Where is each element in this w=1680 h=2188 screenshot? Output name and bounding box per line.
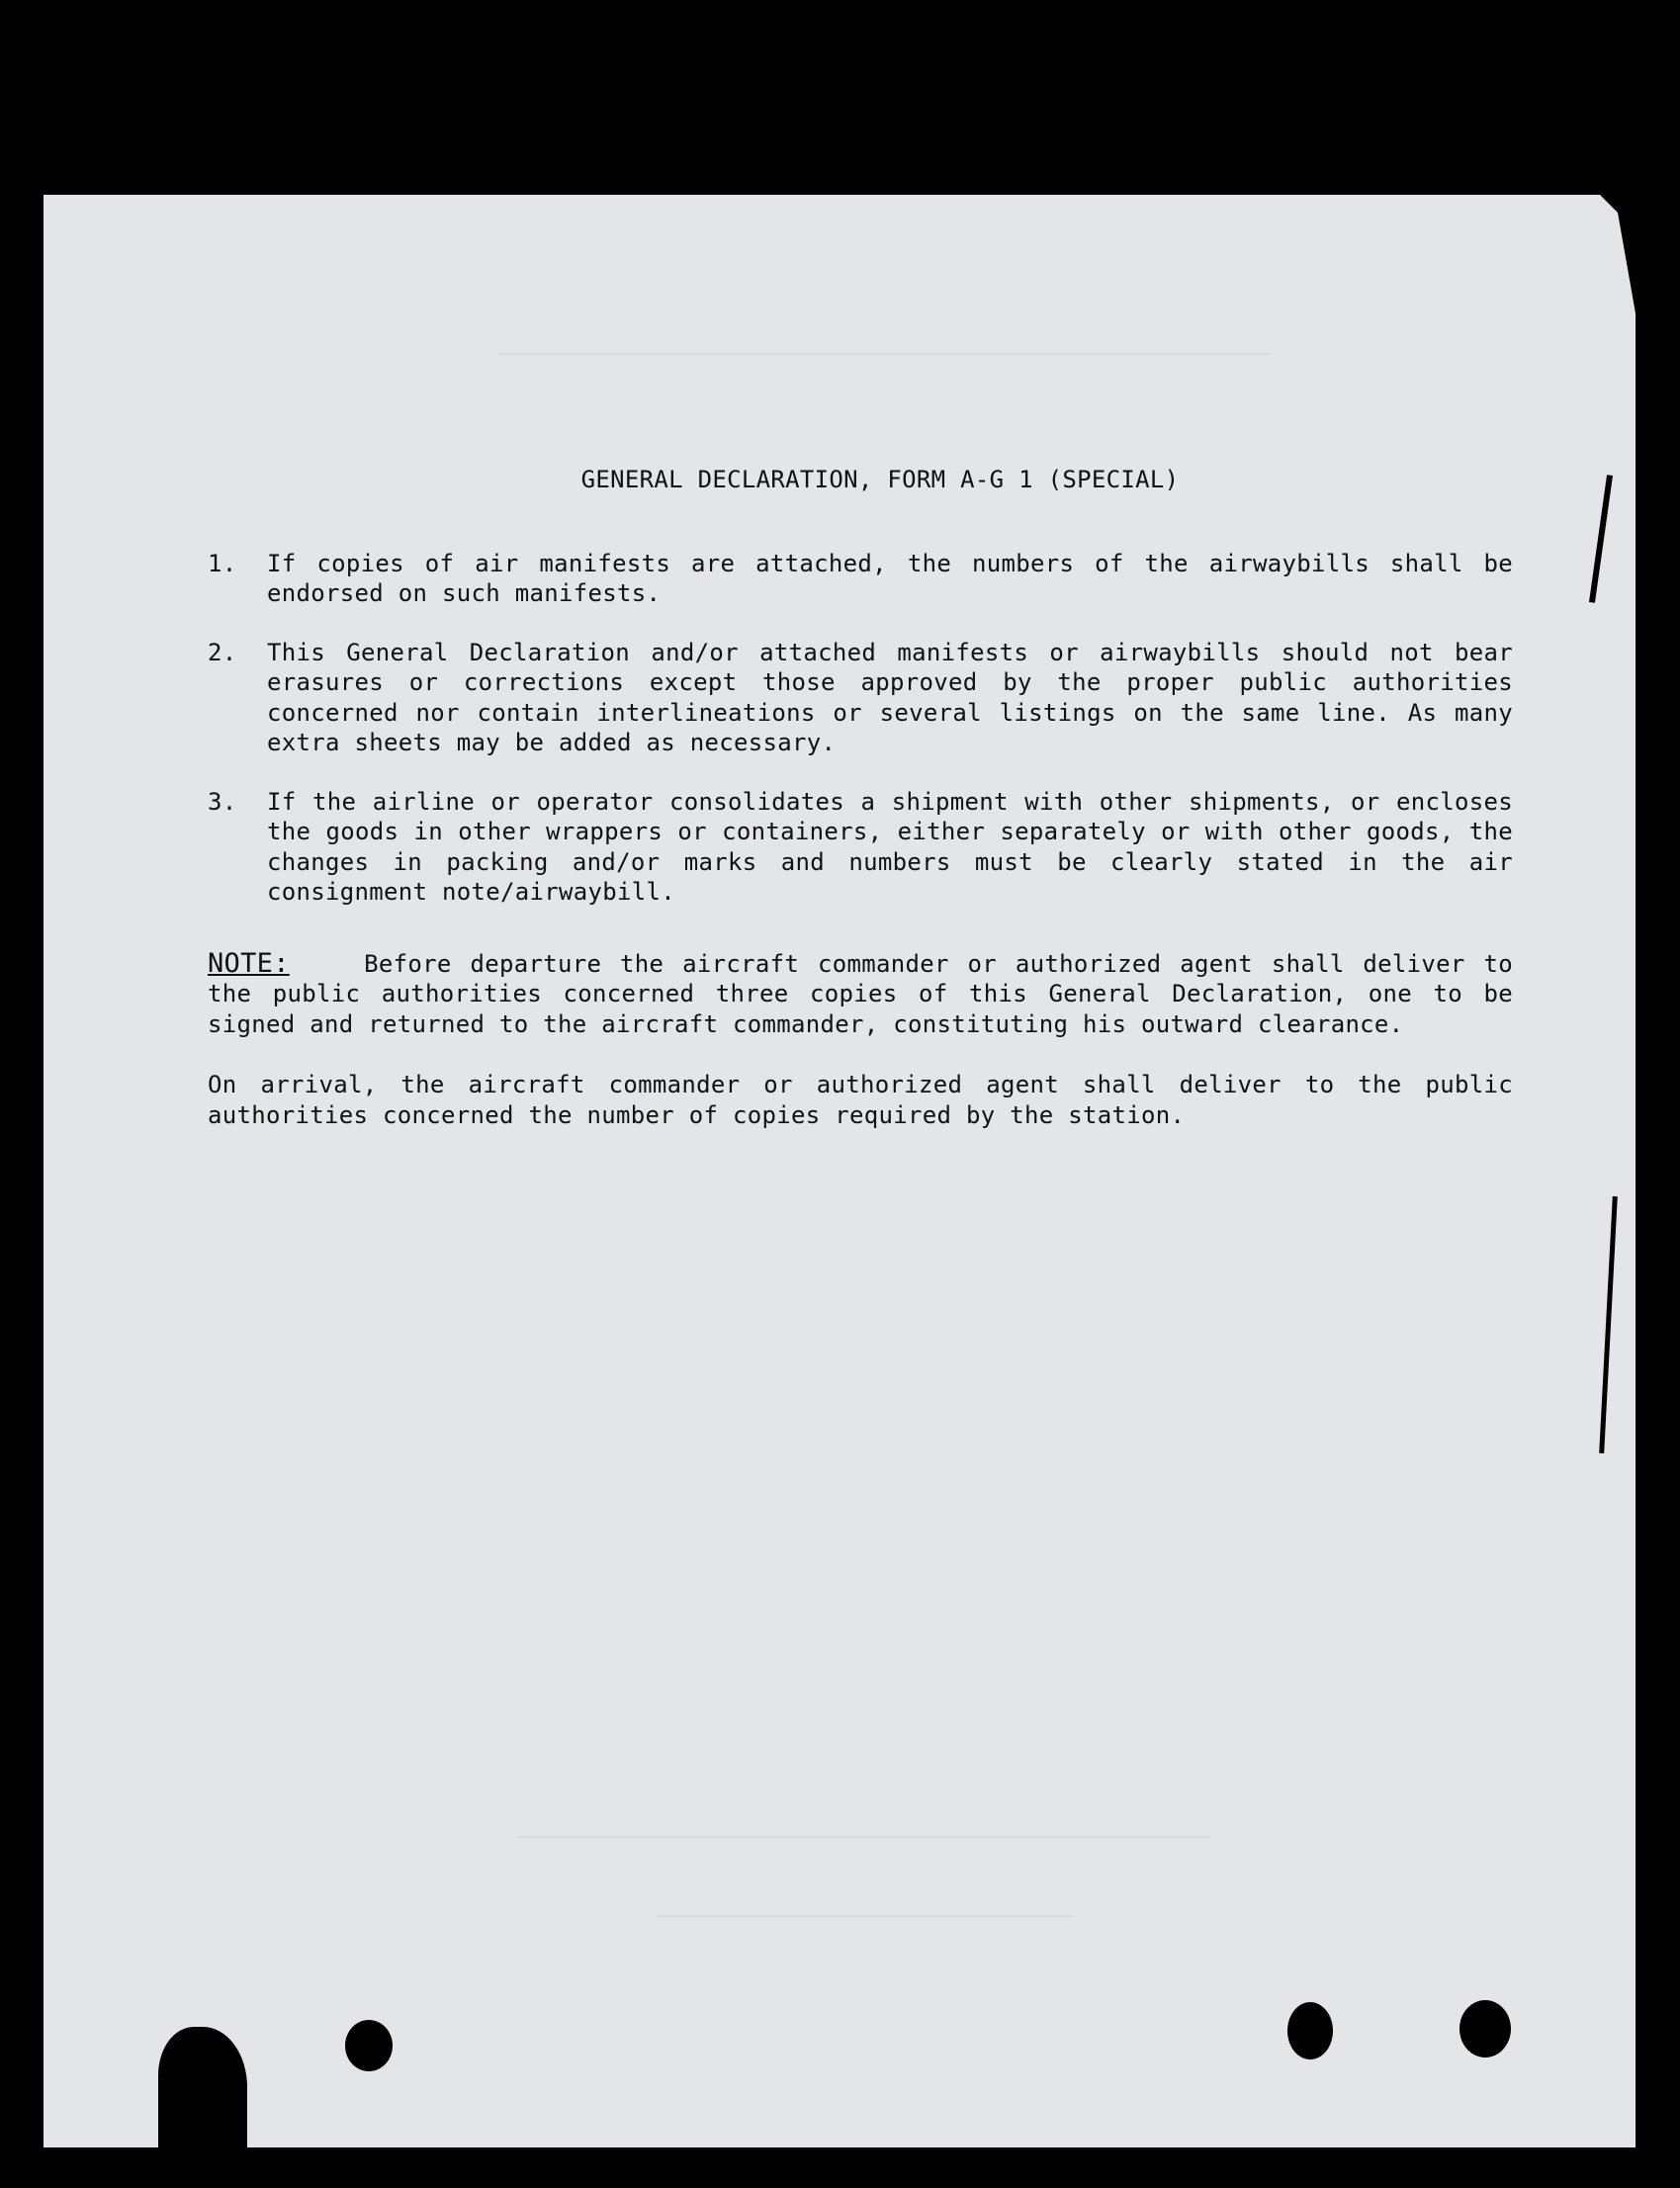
- page-title: GENERAL DECLARATION, FORM A-G 1 (SPECIAL): [580, 466, 1180, 493]
- arrival-paragraph: On arrival, the aircraft commander or authorized agent shall deliver to the public authorities concerned the number of copies required by the station.: [208, 1071, 1513, 1129]
- list-item-text: If the airline or operator consolidates a shipment with other shipments, or encloses the goods in other wrappers or containers, either separately or with other goods, the changes in packing and/or marks and numbers must be clearly stated in the air consignment note/airwaybill.: [267, 787, 1513, 906]
- punch-hole: [1459, 2000, 1511, 2057]
- list-item-text: If copies of air manifests are attached, the numbers of the airwaybills shall be endorsed on such manifests.: [267, 549, 1513, 607]
- list-item-number: 1.: [208, 549, 237, 577]
- bleed-through-mark: [498, 353, 1270, 379]
- list-item: [208, 787, 1513, 908]
- list-item: [208, 638, 1513, 758]
- punch-hole: [1287, 2002, 1333, 2059]
- bleed-through-mark: [657, 1915, 1072, 1941]
- list-item: [208, 549, 1513, 609]
- punch-hole: [345, 2020, 393, 2071]
- declaration-content: [208, 465, 1513, 1130]
- note-paragraph: [208, 949, 1513, 1040]
- list-item-text: This General Declaration and/or attached manifests or airwaybills should not bear erasures or corrections except those approved by the proper public authorities concerned nor contain interlineations or several listings on the same line. As many extra sheets may be added as necessary.: [267, 638, 1513, 756]
- note-label: NOTE:: [208, 947, 290, 979]
- bleed-through-mark: [518, 1836, 1210, 1862]
- list-item-number: 2.: [208, 638, 237, 666]
- note-text: Before departure the aircraft commander or authorized agent shall deliver to the public authorities concerned three copies of this General Declaration, one to be signed and returned to the aircraft commander, constituting his outward clearance.: [208, 949, 1513, 1038]
- list-item-number: 3.: [208, 787, 237, 816]
- page-damage-mark: [158, 2027, 247, 2147]
